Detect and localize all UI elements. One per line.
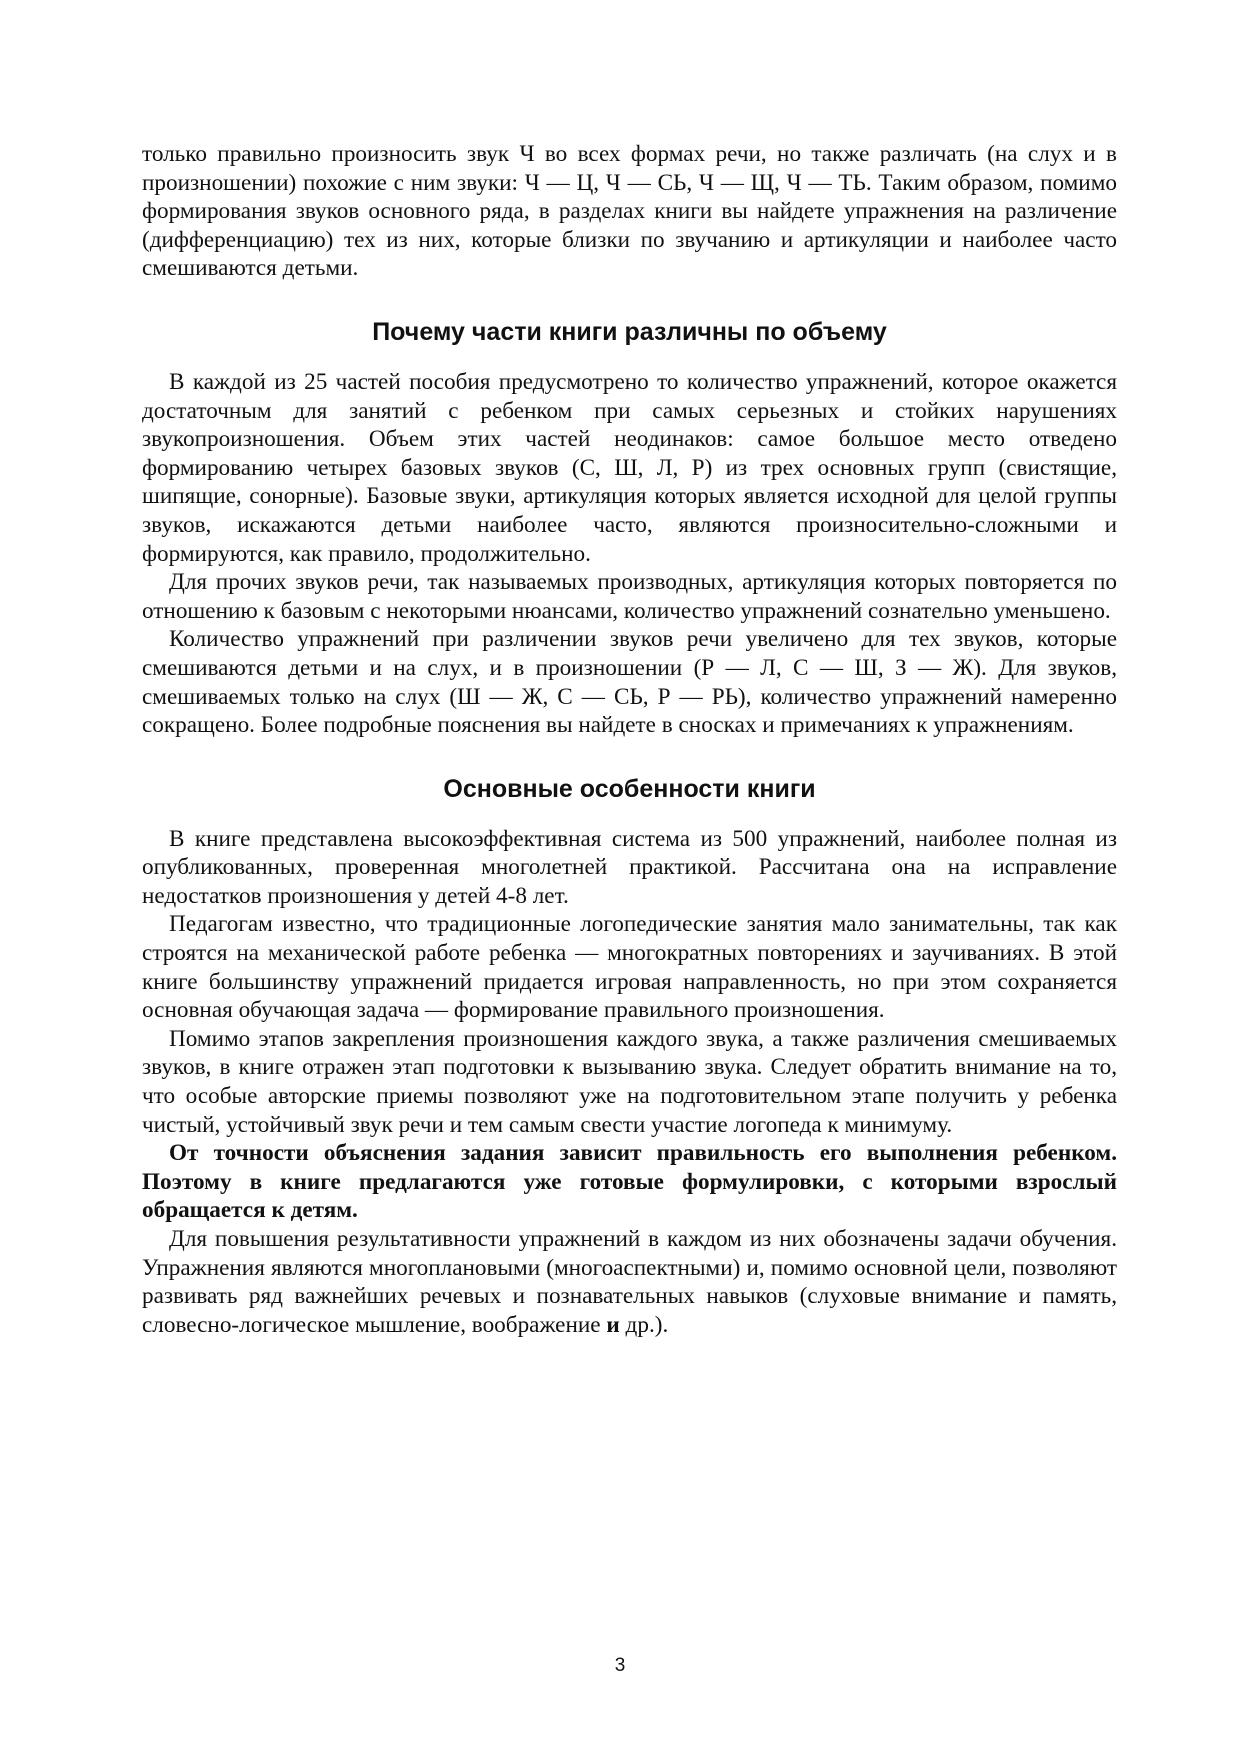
section2-bold-paragraph: От точности объяснения задания зависит правильность его выполнения ребенком. Поэтому в книге предлагаются уже готовые формулировки, с которыми взрослый обращается к детям. (142, 1140, 1117, 1224)
last-paragraph-bold-word: и (606, 1311, 620, 1338)
last-paragraph-text: Для повышения результативности упражнений в каждом из них обозначены задачи обучения. Упражнения являются многоплановыми (многоаспектными) и, помимо основной цели, позволяют развивать ряд важнейших речевых и познавательных навыков (слуховые внимание и память, словесно-логическое мышление, воображение (142, 1226, 1117, 1338)
section1-paragraph-1: В каждой из 25 частей пособия предусмотрено то количество упражнений, которое окажется достаточным для занятий с ребенком при самых серьезных и стойких нарушениях звукопроизношения. Объем этих частей неодинаков: самое большое место отведено формированию четырех базовых звуков (С, Ш, Л, Р) из трех основных групп (свистящие, шипящие, сонорные). Базовые звуки, артикуляция которых является исходной для целой группы звуков, искажаются детьми наиболее часто, являются произносительно-сложными и формируются, как правило, продолжительно. (142, 368, 1117, 567)
section-heading-volume: Почему части книги различны по объему (372, 317, 887, 346)
page-content (142, 140, 1117, 1339)
section1-paragraph-3: Количество упражнений при различении звуков речи увеличено для тех звуков, которые смешиваются детьми и на слух, и в произношении (Р — Л, С — Ш, З — Ж). Для звуков, смешиваемых только на слух (Ш — Ж, С — СЬ, Р — РЬ), количество упражнений намеренно сокращено. Более подробные пояснения вы найдете в сносках и примечаниях к упражнениям. (142, 626, 1117, 739)
page-number: 3 (614, 1655, 626, 1676)
last-paragraph-tail: др.). (619, 1311, 669, 1338)
section2-paragraph-last (142, 1225, 1117, 1339)
section2-paragraph-1: В книге представлена высокоэффективная система из 500 упражнений, наиболее полная из опубликованных, проверенная многолетней практикой. Рассчитана она на исправление недостатков произношения у детей 4-8 лет. (142, 825, 1117, 909)
section2-paragraph-3: Помимо этапов закрепления произношения каждого звука, а также различения смешиваемых звуков, в книге отражен этап подготовки к вызыванию звука. Следует обратить внимание на то, что особые авторские приемы позволяют уже на подготовительном этапе получить у ребенка чистый, устойчивый звук речи и тем самым свести участие логопеда к минимуму. (142, 1025, 1117, 1138)
section-heading-features: Основные особенности книги (443, 774, 816, 803)
section1-paragraph-2: Для прочих звуков речи, так называемых производных, артикуляция которых повторяется по отношению к базовым с некоторыми нюансами, количество упражнений сознательно уменьшено. (142, 569, 1117, 624)
intro-paragraph: только правильно произносить звук Ч во всех формах речи, но также различать (на слух и в произношении) похожие с ним звуки: Ч — Ц, Ч — СЬ, Ч — Щ, Ч — ТЬ. Таким образом, помимо формирования звуков основного ряда, в разделах книги вы найдете упражнения на различение (дифференциацию) тех из них, которые близки по звучанию и артикуляции и наиболее часто смешиваются детьми. (142, 141, 1117, 282)
section2-paragraph-2: Педагогам известно, что традиционные логопедические занятия мало занимательны, так как строятся на механической работе ребенка — многократных повторениях и заучиваниях. В этой книге большинству упражнений придается игровая направленность, но при этом сохраняется основная обучающая задача — формирование правильного произношения. (142, 911, 1117, 1024)
